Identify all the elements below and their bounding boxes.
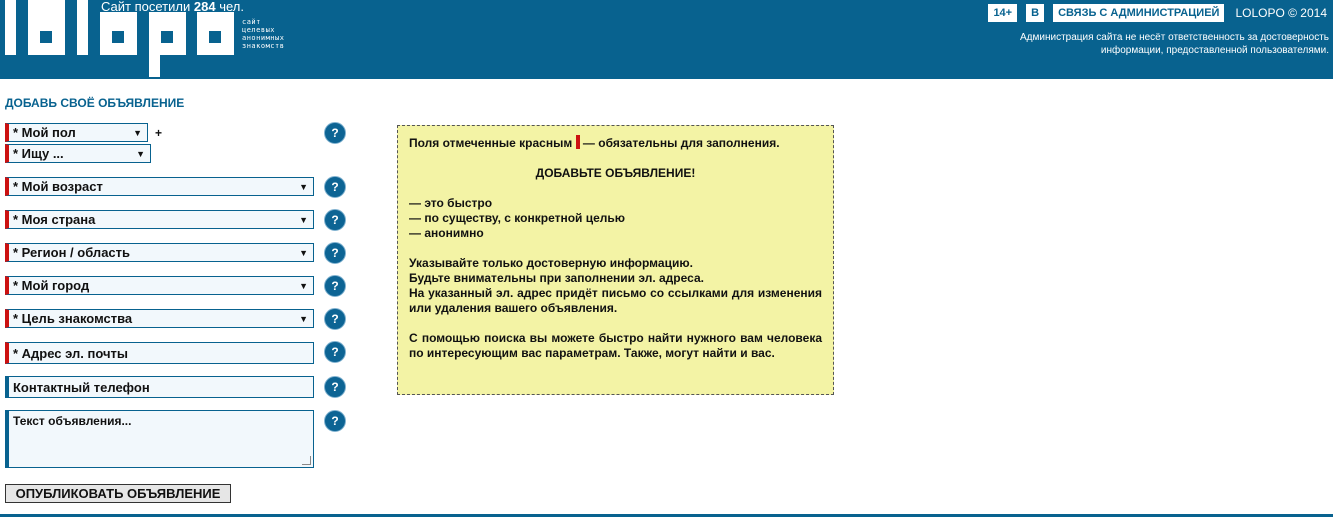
required-marker xyxy=(576,135,580,149)
info-text: С помощью поиска вы можете быстро найти нужного вам человека по интересующим вас параметрам. Также, могут найти и вас. xyxy=(409,331,822,360)
disclaimer-text: Администрация сайта не несёт ответственность за достоверность информации, предоставленной пользователями. xyxy=(1020,32,1329,56)
help-icon[interactable]: ? xyxy=(324,341,346,363)
info-bullet: — анонимно xyxy=(409,226,484,240)
vk-button[interactable]: В xyxy=(1026,4,1044,22)
chevron-down-icon: ▼ xyxy=(299,182,308,192)
publish-button[interactable]: ОПУБЛИКОВАТЬ ОБЪЯВЛЕНИЕ xyxy=(5,484,231,503)
required-note: Поля отмеченные красным — обязательны для заполнения. xyxy=(409,136,780,150)
help-icon[interactable]: ? xyxy=(324,410,346,432)
info-panel xyxy=(397,125,834,395)
chevron-down-icon: ▼ xyxy=(299,215,308,225)
help-icon[interactable]: ? xyxy=(324,308,346,330)
site-header xyxy=(0,0,1333,79)
gender-select[interactable]: * Мой пол ▼ xyxy=(5,123,148,142)
chevron-down-icon: ▼ xyxy=(299,281,308,291)
email-field[interactable]: * Адрес эл. почты xyxy=(5,342,314,364)
header-actions xyxy=(979,4,1327,22)
chevron-down-icon: ▼ xyxy=(136,149,145,159)
info-text: Указывайте только достоверную информацию. xyxy=(409,256,693,270)
info-bullet: — это быстро xyxy=(409,196,493,210)
region-select[interactable]: * Регион / область ▼ xyxy=(5,243,314,262)
help-icon[interactable]: ? xyxy=(324,275,346,297)
plus-sign: + xyxy=(155,126,163,140)
info-heading: ДОБАВЬТЕ ОБЪЯВЛЕНИЕ! xyxy=(535,166,696,180)
visitor-counter: Сайт посетили 284 чел. xyxy=(101,0,244,14)
phone-field[interactable]: Контактный телефон xyxy=(5,376,314,398)
goal-select[interactable]: * Цель знакомства ▼ xyxy=(5,309,314,328)
help-icon[interactable]: ? xyxy=(324,242,346,264)
chevron-down-icon: ▼ xyxy=(299,248,308,258)
seeking-select[interactable]: * Ищу ... ▼ xyxy=(5,144,151,163)
info-bullet: — по существу, с конкретной целью xyxy=(409,211,626,225)
page-title: ДОБАВЬ СВОЁ ОБЪЯВЛЕНИЕ xyxy=(5,96,185,110)
resize-handle[interactable] xyxy=(302,456,311,465)
country-select[interactable]: * Моя страна ▼ xyxy=(5,210,314,229)
info-text: Будьте внимательны при заполнении эл. адреса. xyxy=(409,271,704,285)
info-text: На указанный эл. адрес придёт письмо со ссылками для изменения или удаления вашего объявления. xyxy=(409,286,822,315)
help-icon[interactable]: ? xyxy=(324,209,346,231)
footer-divider xyxy=(0,514,1333,517)
contact-admin-link[interactable]: СВЯЗЬ С АДМИНИСТРАЦИЕЙ xyxy=(1053,4,1224,22)
ad-text-field[interactable]: Текст объявления... xyxy=(5,410,314,468)
city-select[interactable]: * Мой город ▼ xyxy=(5,276,314,295)
age-select[interactable]: * Мой возраст ▼ xyxy=(5,177,314,196)
site-tagline: сайт целевых анонимных знакомств xyxy=(242,18,285,50)
age-rating-badge: 14+ xyxy=(988,4,1017,22)
chevron-down-icon: ▼ xyxy=(299,314,308,324)
help-icon[interactable]: ? xyxy=(324,176,346,198)
copyright: LOLOPO © 2014 xyxy=(1235,6,1327,20)
chevron-down-icon: ▼ xyxy=(133,128,142,138)
help-icon[interactable]: ? xyxy=(324,376,346,398)
help-icon[interactable]: ? xyxy=(324,122,346,144)
